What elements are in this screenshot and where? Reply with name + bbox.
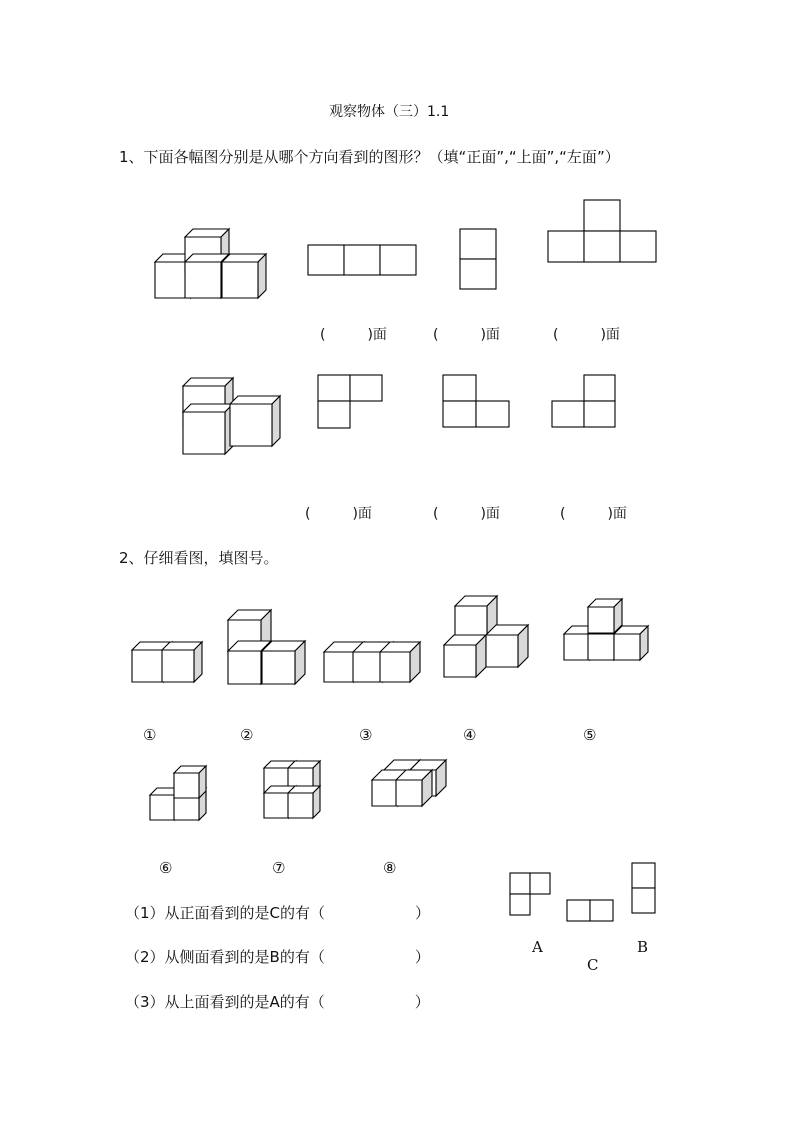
view-label-a: A xyxy=(532,938,543,956)
cube-figure-1 xyxy=(132,642,202,682)
cube-face xyxy=(372,780,398,806)
view-three-in-row xyxy=(308,245,416,275)
figure-number-2: ② xyxy=(240,726,254,744)
cube-face xyxy=(486,635,518,667)
cube-figure-8 xyxy=(372,760,446,806)
figure-number-6: ⑥ xyxy=(159,859,173,877)
view-a-shape xyxy=(510,873,550,915)
view-l-shape-bottom-right xyxy=(443,375,509,427)
cube-face xyxy=(174,795,199,820)
view-two-stacked xyxy=(460,229,496,289)
figure-number-4: ④ xyxy=(463,726,477,744)
cube-face xyxy=(564,634,590,660)
cube-face xyxy=(272,396,280,446)
question-2-item-3: （3）从上面看到的是A的有（ ） xyxy=(125,993,430,1011)
view-l-shape-top-right xyxy=(318,375,382,428)
cube-figure-5 xyxy=(564,599,648,660)
cube-face xyxy=(258,254,266,298)
question-2-item-2: （2）从侧面看到的是B的有（ ） xyxy=(125,948,430,966)
figure-number-3: ③ xyxy=(359,726,373,744)
answer-blank[interactable]: ( )面 xyxy=(320,327,387,343)
cube-face xyxy=(588,634,614,660)
cube-face xyxy=(288,793,313,818)
cube-figure-2 xyxy=(228,610,305,684)
figure-number-7: ⑦ xyxy=(272,859,286,877)
cube-face xyxy=(185,262,221,298)
cube-figure-4 xyxy=(444,596,528,677)
cube-face xyxy=(324,652,354,682)
cube-face xyxy=(588,607,614,633)
view-label-c: C xyxy=(587,956,599,974)
cube-face xyxy=(230,404,272,446)
cube-face xyxy=(222,262,258,298)
answer-blank[interactable]: ( )面 xyxy=(433,327,500,343)
cube-face xyxy=(132,650,164,682)
answer-blank[interactable]: ( )面 xyxy=(305,506,372,522)
cube-figure xyxy=(155,229,266,298)
figure-number-8: ⑧ xyxy=(383,859,397,877)
question-1-prompt: 1、下面各幅图分别是从哪个方向看到的图形？（填“正面”,“上面”,“左面”） xyxy=(119,148,620,166)
cube-face xyxy=(174,773,199,798)
figure-number-1: ① xyxy=(143,726,157,744)
page-title: 观察物体（三）1.1 xyxy=(329,104,450,120)
question-2-item-1: （1）从正面看到的是C的有（ ） xyxy=(125,904,431,922)
cube-face xyxy=(150,795,175,820)
cube-face xyxy=(455,606,487,638)
cube-face xyxy=(264,793,289,818)
answer-blank[interactable]: ( )面 xyxy=(553,327,620,343)
cube-face xyxy=(353,652,383,682)
cube-figure-3 xyxy=(324,642,420,682)
cube-face xyxy=(162,650,194,682)
cube-face xyxy=(396,780,422,806)
answer-blank[interactable]: ( )面 xyxy=(560,506,627,522)
figure-number-5: ⑤ xyxy=(583,726,597,744)
cube-face xyxy=(444,645,476,677)
cube-face xyxy=(380,652,410,682)
answer-blank[interactable]: ( )面 xyxy=(433,506,500,522)
cube-face xyxy=(228,651,261,684)
cube-figure-6 xyxy=(150,766,206,820)
view-t-shape xyxy=(548,200,656,262)
cube-face xyxy=(614,634,640,660)
cube-face xyxy=(262,651,295,684)
cube-figure-7 xyxy=(264,761,320,818)
cube-figure xyxy=(183,378,280,454)
view-c-shape xyxy=(567,900,613,921)
question-2-prompt: 2、仔细看图，填图号。 xyxy=(119,549,279,567)
view-l-shape-top-left xyxy=(552,375,615,427)
cube-face xyxy=(183,412,225,454)
view-b-shape xyxy=(632,863,655,913)
view-label-b: B xyxy=(637,938,649,956)
